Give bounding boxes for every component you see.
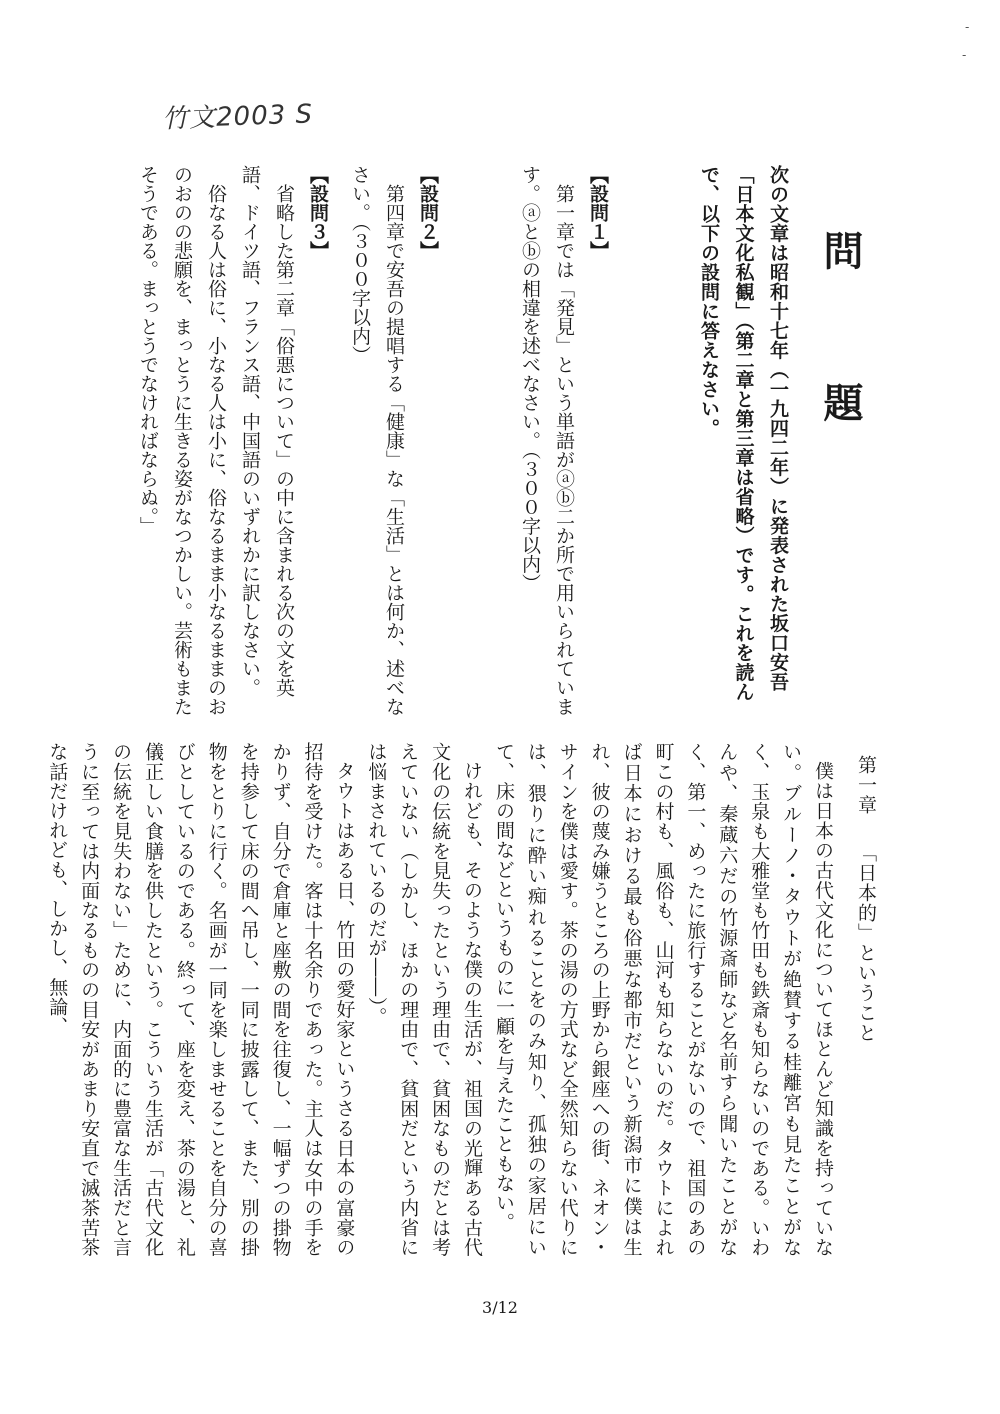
question-heading: 【設問１】 bbox=[587, 165, 609, 260]
page-number: 3/12 bbox=[482, 1298, 518, 1317]
essay-paragraph: けれども、そのような僕の生活が、祖国の光輝ある古代文化の伝統を見失ったという理由で、貧困なものだとは考えていない（しかし、ほかの理由で、貧困だという内省には悩まされているのだが――）。 bbox=[365, 742, 484, 1257]
corner-mark: - bbox=[962, 48, 967, 62]
question-1 bbox=[513, 165, 615, 725]
question-2 bbox=[343, 165, 445, 725]
question-heading: 【設問３】 bbox=[307, 165, 329, 260]
handwritten-note: 竹文2003 S bbox=[161, 99, 314, 135]
question-3 bbox=[131, 165, 335, 725]
question-text: 第一章では「発見」という単語がⓐⓑ二か所で用いられています。ⓐとⓑの相違を述べなさい。（３００字以内） bbox=[519, 165, 575, 716]
question-text: 第四章で安吾の提唱する「健康」な「生活」とは何か、述べなさい。（３００字以内） bbox=[349, 165, 405, 716]
chapter-number: 第一章 bbox=[855, 755, 877, 815]
question-quote: 俗なる人は俗に、小なる人は小に、俗なるまま小なるままのおのおのの悲願を、まっとうに生きる姿がなつかしい。芸術もまたそうである。まっとうでなければならぬ。」 bbox=[137, 165, 227, 716]
question-heading: 【設問２】 bbox=[417, 165, 439, 260]
essay-body bbox=[40, 742, 838, 1257]
page-title: 問 題 bbox=[817, 230, 864, 458]
chapter-heading bbox=[853, 755, 880, 1043]
question-text: 省略した第二章「俗悪について」の中に含まれる次の文を英語、ドイツ語、フランス語、中国語のいずれかに訳しなさい。 bbox=[239, 165, 295, 697]
chapter-title: 「日本的」ということ bbox=[855, 843, 877, 1043]
intro-text: 次の文章は昭和十七年（一九四二年）に発表された坂口安吾「日本文化私観」（第二章と第三章は省略）です。これを読んで、以下の設問に答えなさい。 bbox=[698, 165, 789, 702]
essay-paragraph: タウトはある日、竹田の愛好家というさる日本の富豪の招待を受けた。客は十名余りであった。主人は女中の手をかりず、自分で倉庫と座敷の間を往復し、一幅ずつの掛物を持参して床の間へ吊し、一同に披露して、また、別の掛物をとりに行く。名画が一同を楽しませることを自分の喜びとしているのである。終って、座を変え、茶の湯と、礼儀正しい食膳を供したという。こういう生活が「古代文化の伝統を見失わない」ために、内面的に豊富な生活だと言うに至っては内面なるものの目安があまり安直で滅茶苦茶な話だけれども、しかし、無論、 bbox=[46, 742, 356, 1257]
essay-paragraph: 僕は日本の古代文化についてほとんど知識を持っていない。ブルーノ・タウトが絶賛する桂離宮も見たことがなく、玉泉も大雅堂も竹田も鉄斎も知らないのである。いわんや、秦蔵六だの竹源斎師など名前すら聞いたことがなく、第一、めったに旅行することがないので、祖国のあの町この村も、風俗も、山河も知らないのだ。タウトによれば日本における最も俗悪な都市だという新潟市に僕は生れ、彼の蔑み嫌うところの上野から銀座への街、ネオン・サインを僕は愛す。茶の湯の方式など全然知らない代りには、猥りに酔い痴れることをのみ知り、孤独の家居にいて、床の間などというものに一顧を与えたこともない。 bbox=[492, 742, 834, 1257]
corner-mark: - bbox=[965, 20, 970, 34]
